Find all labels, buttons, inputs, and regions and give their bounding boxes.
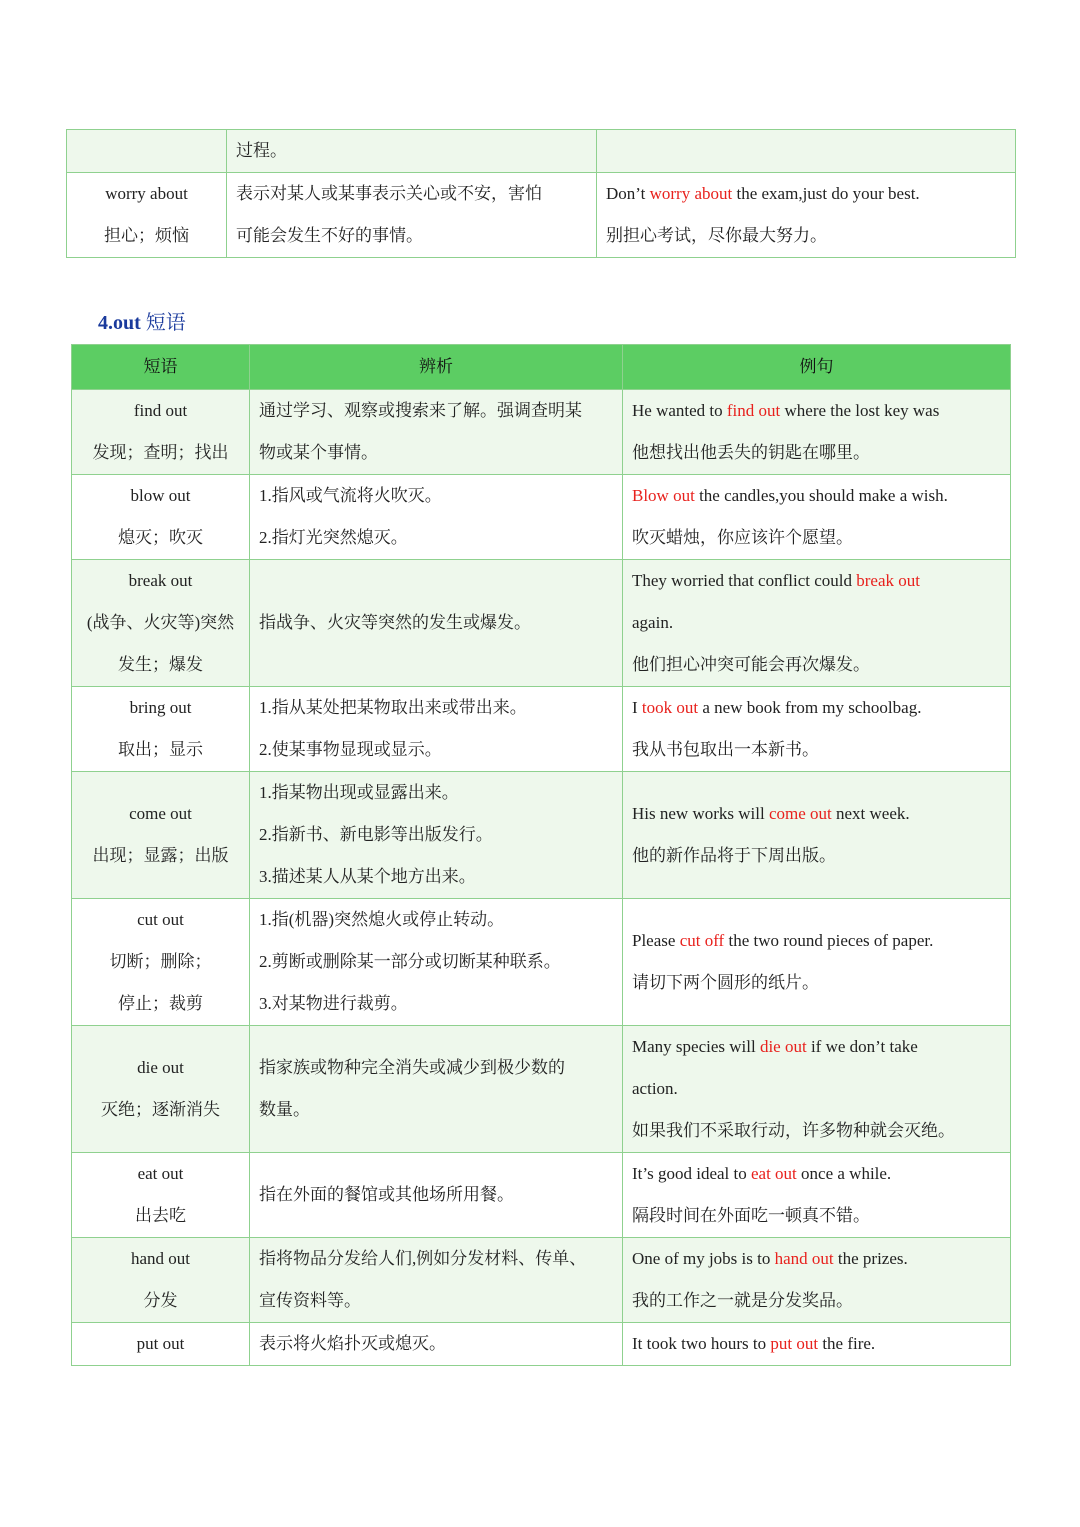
example-cell	[623, 1026, 1011, 1153]
analysis-cell	[250, 560, 623, 687]
analysis-line: 2.指新书、新电影等出版发行。	[259, 825, 493, 844]
phrase-cell	[72, 1238, 250, 1323]
phrase-chinese: 发现；查明；找出	[92, 443, 229, 462]
phrase-cell	[72, 1153, 250, 1238]
analysis-cell	[250, 1238, 623, 1323]
example-text: One of my jobs is to	[632, 1249, 775, 1268]
header-example: 例句	[623, 345, 1011, 390]
phrase-cell	[72, 899, 250, 1026]
example-text: 他们担心冲突可能会再次爆发。	[632, 655, 870, 674]
analysis-cell	[250, 772, 623, 899]
example-line	[632, 1026, 1001, 1068]
example-line	[632, 1323, 1001, 1365]
example-text: the fire.	[818, 1334, 876, 1353]
example-line	[632, 835, 1001, 877]
table-row	[72, 390, 1011, 475]
analysis-cell	[250, 390, 623, 475]
analysis-cell	[250, 1153, 623, 1238]
example-line	[632, 962, 1001, 1004]
table-row	[72, 772, 1011, 899]
example-text: the two round pieces of paper.	[724, 931, 934, 950]
analysis-line: 2.剪断或删除某一部分或切断某种联系。	[259, 952, 561, 971]
phrase-chinese: 切断；删除；	[109, 952, 212, 971]
phrase-chinese: (战争、火灾等)突然	[86, 613, 235, 632]
analysis-line: 通过学习、观察或搜索来了解。强调查明某	[259, 401, 582, 420]
example-text: once a while.	[796, 1164, 892, 1183]
example-text: 他想找出他丢失的钥匙在哪里。	[632, 443, 870, 462]
phrase-cell	[67, 130, 227, 173]
example-cell	[597, 173, 1016, 258]
phrase-chinese: 出现；显露；出版	[92, 846, 229, 865]
example-text: It’s good ideal to	[632, 1164, 751, 1183]
analysis-line: 表示对某人或某事表示关心或不安，害怕	[236, 184, 542, 203]
analysis-cell	[227, 130, 597, 173]
highlighted-phrase: cut off	[679, 931, 725, 950]
analysis-line: 物或某个事情。	[259, 443, 378, 462]
table-row	[72, 1026, 1011, 1153]
phrase-english: cut out	[137, 910, 184, 929]
phrase-english: put out	[136, 1334, 185, 1353]
analysis-line: 可能会发生不好的事情。	[236, 226, 423, 245]
table-row	[67, 173, 1016, 258]
example-line	[632, 432, 1001, 474]
top-continuation-table	[66, 129, 1016, 258]
table-row	[72, 899, 1011, 1026]
example-line	[632, 517, 1001, 559]
analysis-line: 1.指某物出现或显露出来。	[259, 783, 459, 802]
example-text: They worried that conflict could	[632, 571, 857, 590]
phrase-chinese: 担心；烦恼	[104, 226, 189, 245]
example-line	[632, 1110, 1001, 1152]
analysis-cell	[250, 687, 623, 772]
example-text: 吹灭蜡烛，你应该许个愿望。	[632, 528, 853, 547]
example-line	[632, 1068, 1001, 1110]
analysis-line: 1.指(机器)突然熄火或停止转动。	[259, 910, 505, 929]
phrase-english: break out	[128, 571, 193, 590]
example-line	[632, 920, 1001, 962]
highlighted-phrase: find out	[726, 401, 781, 420]
example-text: Many species will	[632, 1037, 760, 1056]
example-cell	[623, 1323, 1011, 1366]
table-row	[72, 1153, 1011, 1238]
phrase-chinese: 停止；裁剪	[118, 994, 203, 1013]
phrase-english: blow out	[130, 486, 191, 505]
highlighted-phrase: hand out	[774, 1249, 834, 1268]
example-text: if we don’t take	[806, 1037, 918, 1056]
table-row	[72, 1323, 1011, 1366]
example-text: 我的工作之一就是分发奖品。	[632, 1291, 853, 1310]
example-cell	[623, 1153, 1011, 1238]
analysis-line: 2.指灯光突然熄灭。	[259, 528, 408, 547]
section-title: 短语	[145, 312, 186, 334]
example-text: Don’t	[606, 184, 650, 203]
analysis-line: 2.使某事物显现或显示。	[259, 740, 442, 759]
example-line	[632, 1280, 1001, 1322]
phrase-cell	[72, 1026, 250, 1153]
analysis-cell	[250, 899, 623, 1026]
example-text: His new works will	[632, 804, 769, 823]
header-phrase: 短语	[72, 345, 250, 390]
example-line	[632, 687, 1001, 729]
highlighted-phrase: put out	[770, 1334, 819, 1353]
analysis-line: 1.指从某处把某物取出来或带出来。	[259, 698, 527, 717]
phrase-english: bring out	[129, 698, 192, 717]
example-line	[632, 390, 1001, 432]
example-text: action.	[632, 1079, 678, 1098]
table-row	[67, 130, 1016, 173]
phrase-chinese: 发生；爆发	[118, 655, 203, 674]
header-analysis: 辨析	[250, 345, 623, 390]
example-line	[632, 729, 1001, 771]
table-row	[72, 687, 1011, 772]
phrase-cell	[72, 390, 250, 475]
analysis-line: 指在外面的餐馆或其他场所用餐。	[259, 1185, 514, 1204]
analysis-cell	[250, 1323, 623, 1366]
example-cell	[623, 1238, 1011, 1323]
highlighted-phrase: eat out	[750, 1164, 797, 1183]
example-text: next week.	[831, 804, 910, 823]
example-line	[632, 475, 1001, 517]
example-line	[632, 1238, 1001, 1280]
example-sentence	[606, 173, 1006, 215]
example-line	[632, 644, 1001, 686]
example-text: I	[632, 698, 642, 717]
example-line	[632, 1195, 1001, 1237]
phrase-english: die out	[137, 1058, 184, 1077]
table-body	[72, 390, 1011, 1366]
example-line	[632, 1153, 1001, 1195]
phrase-cell	[72, 475, 250, 560]
example-text: the prizes.	[833, 1249, 908, 1268]
example-line	[632, 602, 1001, 644]
analysis-line: 表示将火焰扑灭或熄灭。	[259, 1334, 446, 1353]
phrase-cell	[72, 772, 250, 899]
example-text: 如果我们不采取行动，许多物种就会灭绝。	[632, 1121, 955, 1140]
example-text: He wanted to	[632, 401, 727, 420]
phrase-english: find out	[133, 401, 188, 420]
phrase-chinese: 出去吃	[135, 1206, 186, 1225]
analysis-line: 数量。	[259, 1100, 310, 1119]
example-cell	[623, 475, 1011, 560]
example-cell	[623, 390, 1011, 475]
example-text: where the lost key was	[780, 401, 940, 420]
analysis-line: 指家族或物种完全消失或减少到极少数的	[259, 1058, 565, 1077]
table-row	[72, 1238, 1011, 1323]
phrase-english: eat out	[137, 1164, 184, 1183]
phrase-chinese: 灭绝；逐渐消失	[101, 1100, 220, 1119]
analysis-line: 宣传资料等。	[259, 1291, 361, 1310]
example-text: a new book from my schoolbag.	[698, 698, 922, 717]
analysis-line: 3.描述某人从某个地方出来。	[259, 867, 476, 886]
example-text: 我从书包取出一本新书。	[632, 740, 819, 759]
phrase-english: worry about	[105, 184, 188, 203]
phrase-cell	[72, 687, 250, 772]
example-cell	[597, 130, 1016, 173]
example-text: 请切下两个圆形的纸片。	[632, 973, 819, 992]
example-text: the exam,just do your best.	[732, 184, 920, 203]
analysis-cell	[250, 1026, 623, 1153]
highlighted-phrase: break out	[856, 571, 920, 590]
table-row	[72, 475, 1011, 560]
section-heading	[98, 306, 186, 340]
example-text: 他的新作品将于下周出版。	[632, 846, 836, 865]
phrase-cell	[72, 560, 250, 687]
analysis-line: 指战争、火灾等突然的发生或爆发。	[259, 613, 531, 632]
example-text: 隔段时间在外面吃一顿真不错。	[632, 1206, 870, 1225]
phrase-english: hand out	[130, 1249, 191, 1268]
highlighted-phrase: took out	[641, 698, 699, 717]
example-text: the candles,you should make a wish.	[694, 486, 948, 505]
example-text: It took two hours to	[632, 1334, 771, 1353]
example-cell	[623, 772, 1011, 899]
analysis-line: 3.对某物进行裁剪。	[259, 994, 408, 1013]
analysis-line: 指将物品分发给人们,例如分发材料、传单、	[259, 1249, 587, 1268]
table-header-row	[72, 345, 1011, 390]
highlighted-phrase: die out	[759, 1037, 807, 1056]
example-cell	[623, 899, 1011, 1026]
table-row	[72, 560, 1011, 687]
analysis-line: 1.指风或气流将火吹灭。	[259, 486, 442, 505]
analysis-line: 过程。	[236, 141, 287, 160]
analysis-cell	[227, 173, 597, 258]
phrase-english: come out	[129, 804, 192, 823]
out-phrases-table	[71, 344, 1011, 1366]
highlighted-phrase: Blow out	[632, 486, 695, 505]
example-text: again.	[632, 613, 674, 632]
example-cell	[623, 687, 1011, 772]
analysis-cell	[250, 475, 623, 560]
highlighted-phrase: worry about	[649, 184, 733, 203]
phrase-chinese: 取出；显示	[118, 740, 203, 759]
section-number: 4.out	[98, 312, 141, 334]
phrase-chinese: 分发	[143, 1291, 178, 1310]
highlighted-phrase: come out	[768, 804, 832, 823]
example-text: Please	[632, 931, 680, 950]
example-translation: 别担心考试，尽你最大努力。	[606, 226, 827, 245]
example-line	[632, 793, 1001, 835]
phrase-cell	[67, 173, 227, 258]
example-line	[632, 560, 1001, 602]
phrase-chinese: 熄灭；吹灭	[118, 528, 203, 547]
example-cell	[623, 560, 1011, 687]
phrase-cell	[72, 1323, 250, 1366]
